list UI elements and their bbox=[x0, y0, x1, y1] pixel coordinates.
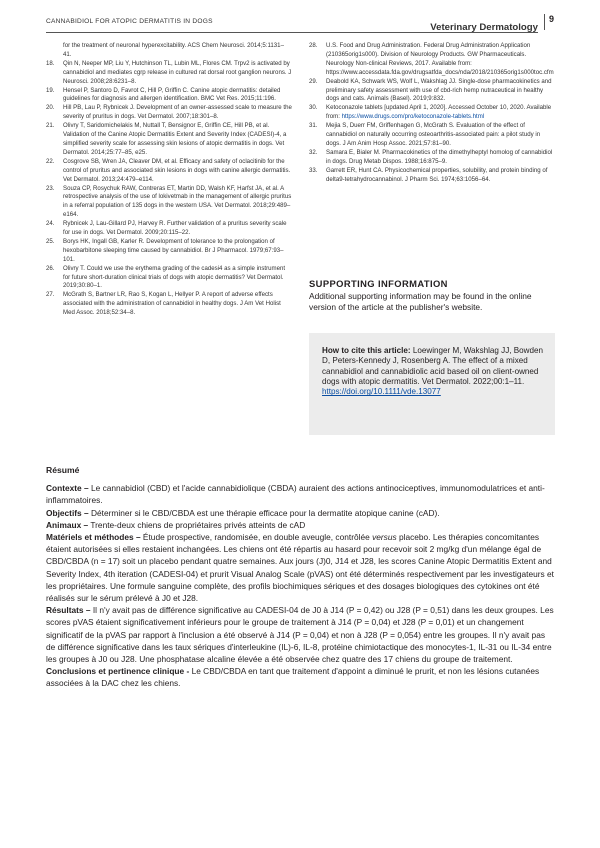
reference-text: Samara E, Bialer M. Pharmacokinetics of the dimethylheptyl homolog of cannabidiol in dogs. Drug Metab Dispos. 1988;16:875–9. bbox=[326, 148, 553, 165]
resume-conclusions: Conclusions et pertinence clinique - Le CBD/CBDA en tant que traitement d'appoint a diminué le prurit, et non les lésions cutanées associées à la DAC chez les chiens. bbox=[46, 666, 540, 689]
supporting-info-title: SUPPORTING INFORMATION bbox=[309, 278, 448, 289]
reference-text: Qin N, Neeper MP, Liu Y, Hutchinson TL, Lubin ML, Flores CM. Trpv2 is activated by cannabidiol and mediates cgrp release in cultured rat dorsal root ganglion neurons. J Neurosci. 2008;28:6231–8. bbox=[63, 59, 292, 85]
reference-text: Garrett ER, Hunt CA. Physicochemical properties, solubility, and protein binding of delta9-tetrahydrocannabinol. J Pharm Sci. 1974;63:1056–64. bbox=[326, 166, 548, 183]
resume-animaux: Animaux – Trente-deux chiens de propriétaires privés atteints de cAD bbox=[46, 519, 306, 530]
reference-text: Deabold KA, Schwark WS, Wolf L, Wakshlag JJ. Single-dose pharmacokinetics and preliminary safety assessment with use of cbd-rich hemp nutraceutical in healthy dogs and cats. Animals (Basel). 2019;9:832. bbox=[326, 77, 552, 103]
page-number: 9 bbox=[544, 14, 554, 30]
reference-number: 19. bbox=[46, 86, 55, 94]
reference-item bbox=[309, 122, 555, 149]
reference-number: 20. bbox=[46, 104, 55, 112]
reference-item bbox=[46, 60, 292, 87]
reference-text: U.S. Food and Drug Administration. Federal Drug Administration Application (210365orig1s000). Division of Neurology Products. GW Pharmaceuticals. Neurology Non-clinical Reviews, 2017. Available from: https://www.accessdata.fda.gov/drugsatfda_docs/nda/2018/210365orig1s000toc.cfm bbox=[326, 42, 554, 76]
resume-resultats: Résultats – Il n'y avait pas de différence significative au CADESI-04 de J0 à J14 (P = 0,42) ou J28 (P = 0,51) dans les deux groupes. Les scores pVAS étaient significativement inférieurs pour le groupe de traitement à J14 (P = 0,04) et J28 (P = 0,01) et un changement significatif de la pVAS par rapport à l'inclusion a été observé à J14 (P = 0,04) et non à J28 (P = 0,054) entre les groupes. Il n'y avait pas de différence significative dans les taux sériques d'interleukine (IL)-6, IL-8, protéine chimiotactique des monocytes-1, IL-31 ou IL-34 entre les groupes à J0 ou J28. Une phosphatase alcaline élevée a été observée chez quatre des 17 chiens du groupe de traitement. bbox=[46, 605, 554, 665]
reference-number: 26. bbox=[46, 264, 55, 272]
reference-number: 27. bbox=[46, 291, 55, 299]
reference-text: for the treatment of neuronal hyperexcitability. ACS Chem Neurosci. 2014;5:1131–41. bbox=[63, 42, 284, 58]
reference-text: Borys HK, Ingall GB, Karler R. Development of tolerance to the prolongation of hexobarbitone sleeping time caused by cannabidiol. Br J Pharmacol. 1979;67:93–101. bbox=[63, 237, 284, 263]
reference-link[interactable]: https://www.drugs.com/pro/ketoconazole-tablets.html bbox=[341, 113, 485, 121]
reference-number: 22. bbox=[46, 157, 55, 165]
supporting-info-text: Additional supporting information may be found in the online version of the article at the publisher's website. bbox=[309, 291, 532, 312]
reference-number: 29. bbox=[309, 77, 318, 85]
citation-doi-link[interactable]: https://doi.org/10.1111/vde.13077 bbox=[322, 387, 441, 397]
running-title: CANNABIDIOL FOR ATOPIC DERMATITIS IN DOGS bbox=[46, 18, 213, 25]
resume-contexte: Contexte – Le cannabidiol (CBD) et l'acide cannabidiolique (CBDA) auraient des actions antinociceptives, immunomodulatrices et anti-inflammatoires. bbox=[46, 483, 545, 506]
reference-text: Cosgrove SB, Wren JA, Cleaver DM, et al. Efficacy and safety of oclacitinib for the control of pruritus and associated skin lesions in dogs with canine allergic dermatitis. Vet Dermatol. 2013;24:479–e114. bbox=[63, 157, 291, 183]
reference-text: Hensel P, Santoro D, Favrot C, Hill P, Griffin C. Canine atopic dermatitis: detailed guidelines for diagnosis and allergen identification. BMC Vet Res. 2015;11:196. bbox=[63, 86, 281, 103]
reference-item bbox=[46, 158, 292, 185]
citation-label: How to cite this article: bbox=[322, 346, 411, 355]
reference-item bbox=[46, 122, 292, 158]
reference-item bbox=[46, 42, 292, 60]
reference-item bbox=[46, 185, 292, 221]
header-rule bbox=[46, 32, 538, 33]
reference-text: McGrath S, Bartner LR, Rao S, Kogan L, Hellyer P. A report of adverse effects associated with the administration of cannabidiol in healthy dogs. J Am Vet Holist Med Assoc. 2018;52:34–8. bbox=[63, 291, 281, 317]
citation-box bbox=[309, 333, 555, 435]
reference-text: Ketoconazole tablets [updated April 1, 2020]. Accessed October 10, 2020. Available from: bbox=[326, 104, 552, 121]
citation-text-block bbox=[322, 346, 546, 397]
reference-item bbox=[46, 291, 292, 318]
references-right-column bbox=[309, 42, 555, 185]
reference-item bbox=[309, 78, 555, 105]
reference-item bbox=[309, 167, 555, 185]
reference-item bbox=[46, 87, 292, 105]
reference-text: Rybnicek J, Lau-Gillard PJ, Harvey R. Further validation of a pruritus severity scale for use in dogs. Vet Dermatol. 2009;20:115–22. bbox=[63, 220, 287, 237]
references-left-column bbox=[46, 42, 292, 318]
reference-item bbox=[46, 220, 292, 238]
reference-number: 25. bbox=[46, 237, 55, 245]
reference-item bbox=[46, 104, 292, 122]
reference-text: Olivry T. Could we use the erythema grading of the cadesi4 as a simple instrument for future short-duration clinical trials of dogs with atopic dermatitis? Vet Dermatol. 2019;30:80–1. bbox=[63, 264, 286, 290]
journal-name: Veterinary Dermatology bbox=[430, 22, 538, 33]
reference-item bbox=[46, 265, 292, 292]
citation-text: Loewinger M, Wakshlag JJ, Bowden D, Peters-Kennedy J, Rosenberg A. The effect of a mixed cannabidiol and cannabidiolic acid based oil on client-owned dogs with atopic dermatitis. Vet Dermatol. 2022;00:1–11. bbox=[322, 346, 544, 386]
reference-number: 21. bbox=[46, 122, 55, 130]
resume-section bbox=[46, 464, 556, 690]
reference-number: 33. bbox=[309, 166, 318, 174]
reference-number: 32. bbox=[309, 148, 318, 156]
reference-number: 23. bbox=[46, 184, 55, 192]
reference-item bbox=[309, 149, 555, 167]
reference-item bbox=[309, 104, 555, 122]
reference-text: Olivry T, Saridomichelakis M, Nuttall T, Bensignor E, Griffin CE, Hill PB, et al. Validation of the Canine Atopic Dermatitis Extent and Severity Index (CADESI)-4, a simplified severity scale for assessing skin lesions of atopic dermatitis in dogs. Vet Dermatol. 2014;25:77–85, e25. bbox=[63, 122, 287, 156]
reference-item bbox=[46, 238, 292, 265]
reference-item bbox=[309, 42, 555, 78]
resume-objectifs: Objectifs – Déterminer si le CBD/CBDA est une thérapie efficace pour la dermatite atopique canine (cAD). bbox=[46, 507, 440, 518]
reference-text: Mejia S, Duerr FM, Griffenhagen G, McGrath S. Evaluation of the effect of cannabidiol on naturally occurring osteoarthritis-associated pain: a pilot study in dogs. J Am Anim Hosp Assoc. 2021;57:81–90. bbox=[326, 122, 541, 147]
reference-number: 31. bbox=[309, 122, 318, 130]
reference-text: Souza CP, Rosychuk RAW, Contreras ET, Martin DD, Walsh KF, Harfst JA, et al. A retrospective analysis of the use of lokivetmab in the management of allergic pruritus in a referral population of 135 dogs in the western USA. Vet Dermatol. 2018;29:489–e164. bbox=[63, 184, 292, 219]
resume-methodes: Matériels et méthodes – Étude prospective, randomisée, en double aveugle, contrôlée versus placebo. Les thérapies concomitantes étaient autorisées si elles restaient inchangées. Les chiens ont été répartis au hasard pour recevoir soit 2 mg/kg d'un mélange égal de CBD/CBDA (n = 17) soit un placebo pendant quatre semaines. Aux jours (J)0, J14 et J28, les scores Canine Atopic Dermatitis Extent and Severity Index, 4th iteration (CADESI-04) et prurit Visual Analog Scale (pVAS) ont été déterminés respectivement par les investigateurs et les propriétaires. Une formule sanguine complète, des profils biochimiques sériques et des dosages biologiques des cytokines ont été réalisés sur le sérum prélevé à J0 et J28. bbox=[46, 532, 554, 604]
reference-number: 30. bbox=[309, 104, 318, 112]
reference-number: 18. bbox=[46, 59, 55, 67]
reference-number: 28. bbox=[309, 42, 318, 49]
resume-title: Résumé bbox=[46, 465, 80, 475]
reference-number: 24. bbox=[46, 220, 55, 228]
reference-text: Hill PB, Lau P, Rybnicek J. Development of an owner-assessed scale to measure the severity of pruritus in dogs. Vet Dermatol. 2007;18:301–8. bbox=[63, 104, 292, 121]
